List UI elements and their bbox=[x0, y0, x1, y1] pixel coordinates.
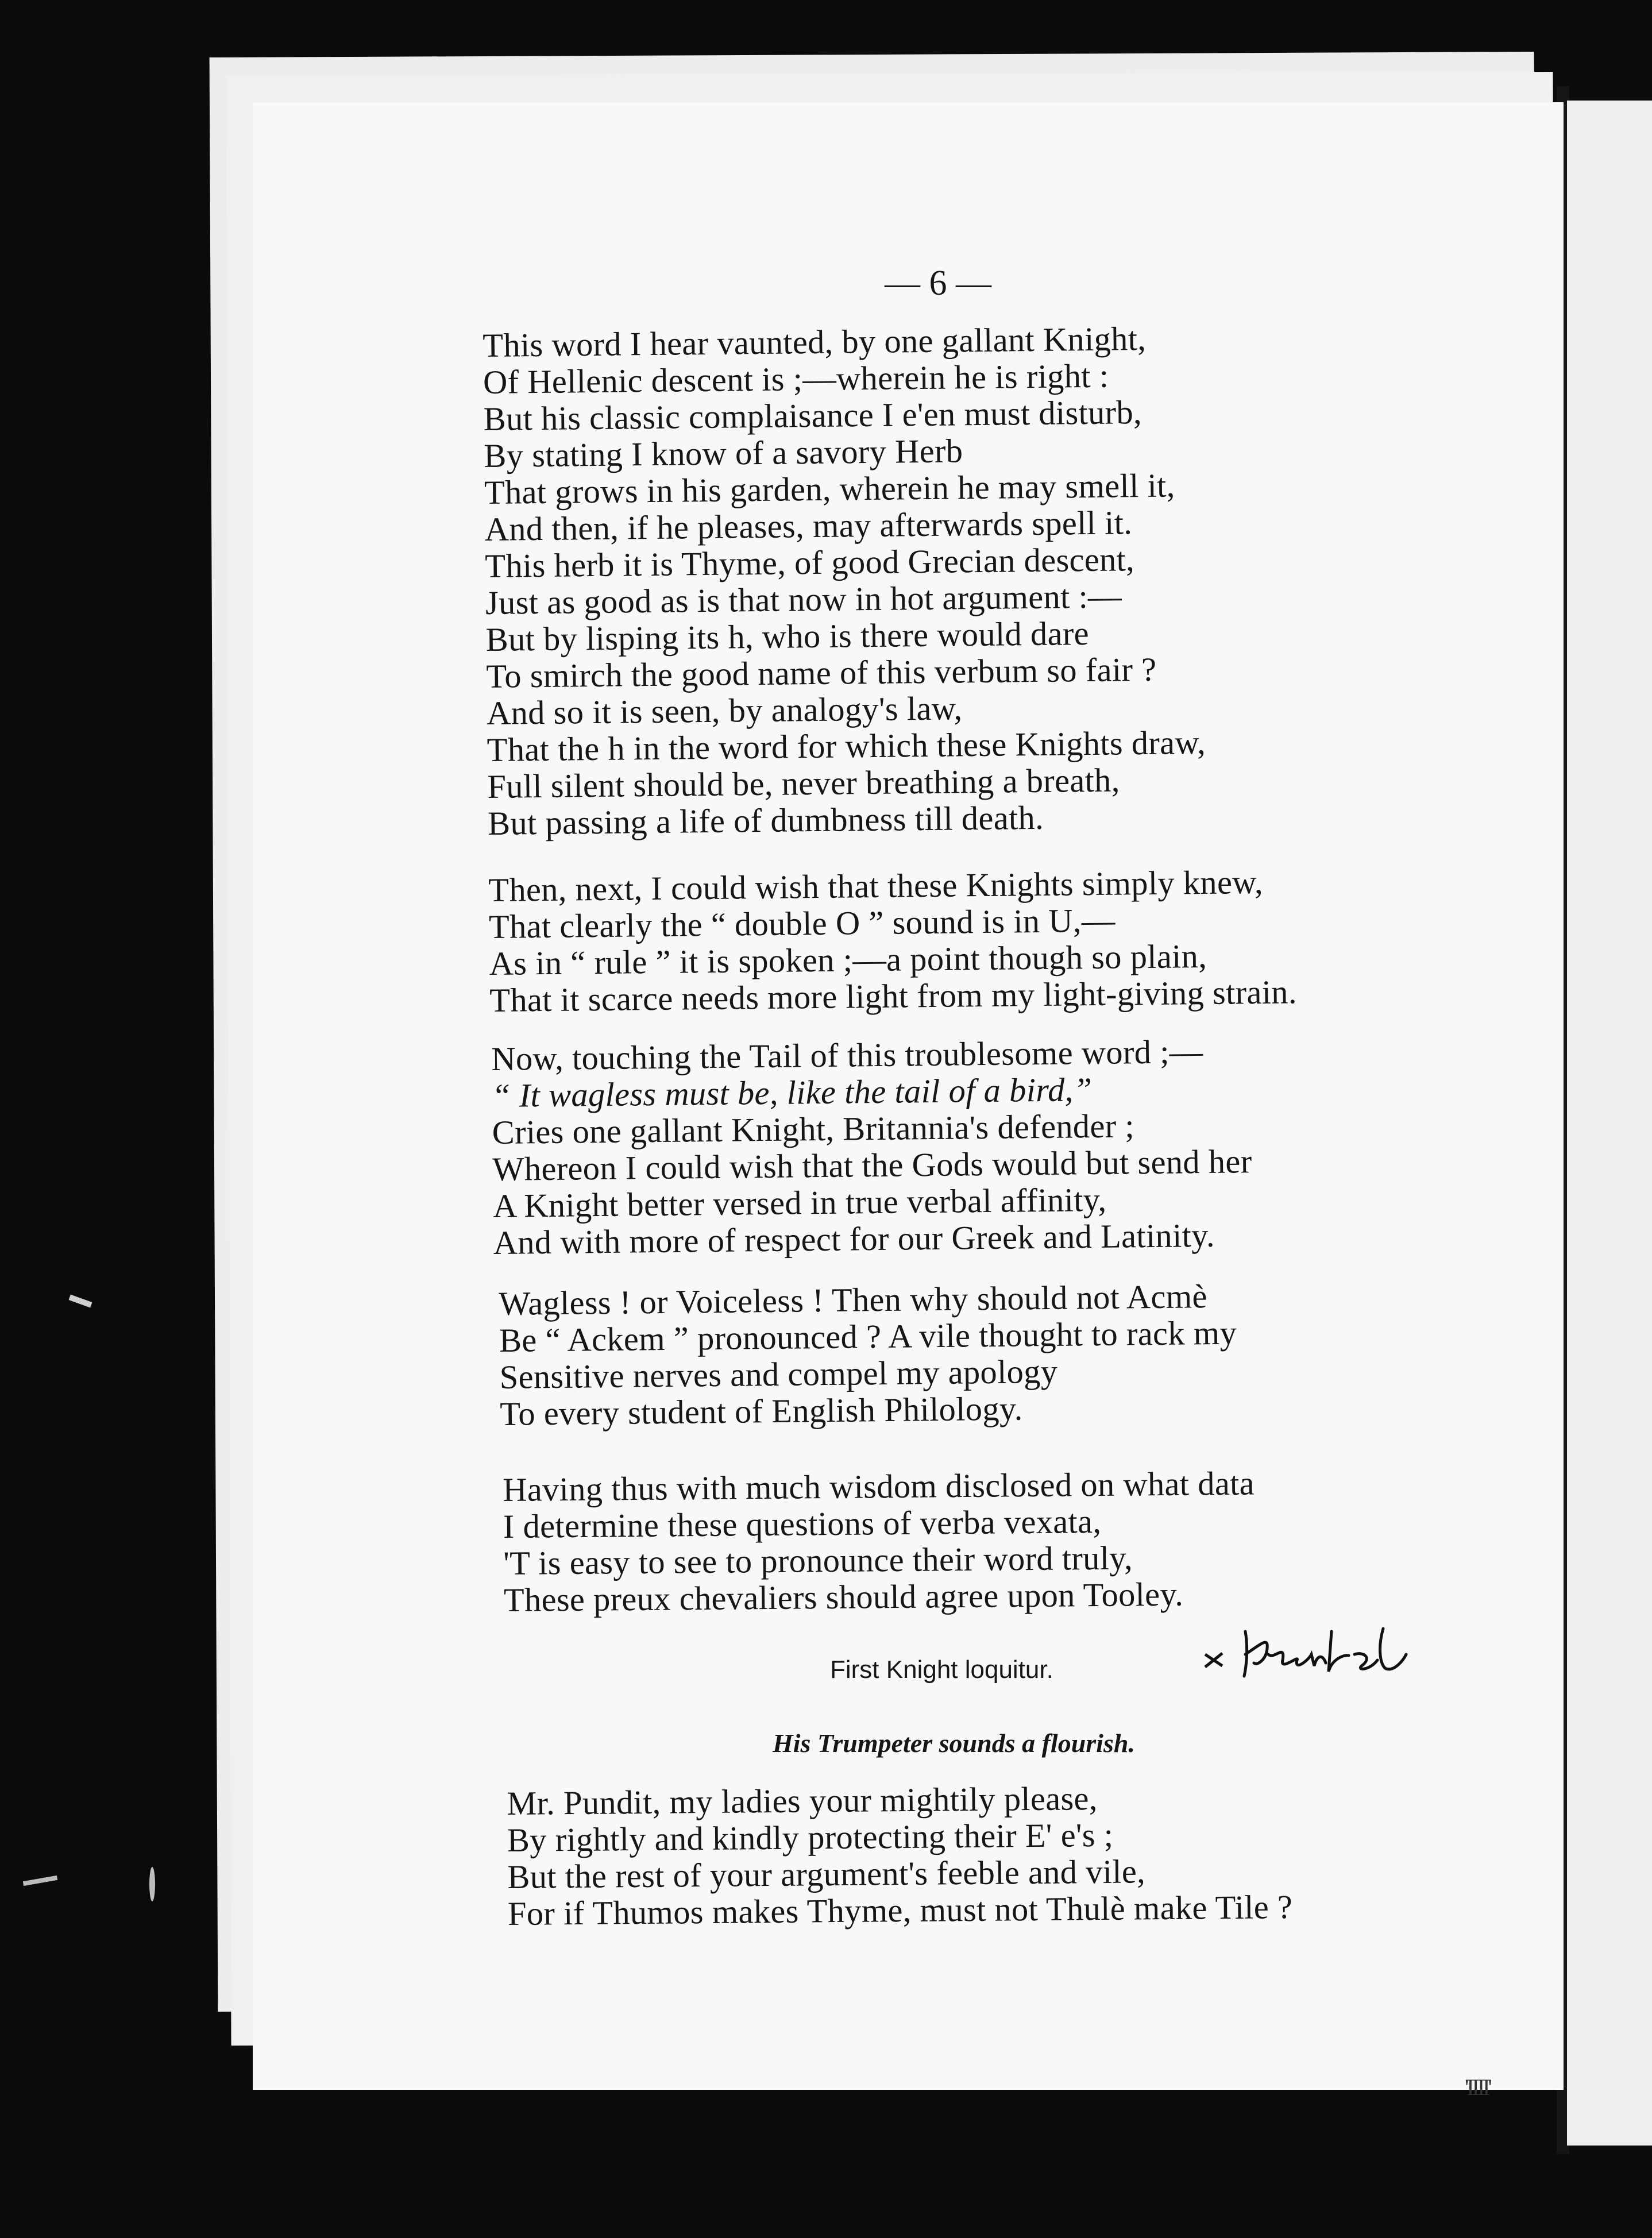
verse-line: Whereon I could wish that the Gods would but send her bbox=[492, 1143, 1252, 1188]
verse-line: 'T is easy to see to pronounce their word truly, bbox=[503, 1539, 1133, 1582]
verse-line: Sensitive nerves and compel my apology bbox=[499, 1352, 1058, 1396]
verse-line: Wagless ! or Voiceless ! Then why should not Acmè bbox=[498, 1278, 1208, 1322]
page-number: — 6 — bbox=[885, 264, 991, 303]
verse-line: Be “ Ackem ” pronounced ? A vile thought to rack my bbox=[499, 1314, 1237, 1359]
adjacent-page-edge bbox=[1567, 101, 1652, 2146]
verse-line: Having thus with much wisdom disclosed on what data bbox=[502, 1464, 1255, 1508]
margin-mark bbox=[23, 1876, 57, 1886]
verse-line: And so it is seen, by analogy's law, bbox=[486, 689, 963, 732]
verse-line: And with more of respect for our Greek and Latinity. bbox=[493, 1216, 1215, 1261]
verse-line: That it scarce needs more light from my light-giving strain. bbox=[489, 973, 1298, 1019]
verse-line: This herb it is Thyme, of good Grecian descent, bbox=[485, 541, 1135, 585]
verse-line: Now, touching the Tail of this troublesome word ;— bbox=[491, 1033, 1203, 1078]
verse-line: That grows in his garden, wherein he may smell it, bbox=[484, 466, 1175, 511]
verse-line: These preux chevaliers should agree upon Tooley. bbox=[503, 1575, 1184, 1619]
verse-line: To every student of English Philology. bbox=[500, 1390, 1023, 1433]
verse-line: But passing a life of dumbness till death. bbox=[487, 798, 1044, 842]
verse-line: I determine these questions of verba vexata, bbox=[503, 1502, 1102, 1545]
margin-mark bbox=[68, 1294, 92, 1307]
corner-mark: 'IIII' bbox=[1465, 2074, 1490, 2100]
verse-line: That the h in the word for which these Knights draw, bbox=[487, 723, 1206, 769]
verse-line: Full silent should be, never breathing a breath, bbox=[487, 761, 1120, 805]
stanza-3 bbox=[491, 1033, 1253, 1261]
stanza-6 bbox=[507, 1778, 1292, 1932]
verse-line: As in “ rule ” it is spoken ;—a point though so plain, bbox=[489, 937, 1207, 982]
verse-line: This word I hear vaunted, by one gallant Knight, bbox=[482, 319, 1147, 364]
verse-line: And then, if he pleases, may afterwards spell it. bbox=[484, 504, 1133, 548]
verse-line: Cries one gallant Knight, Britannia's defender ; bbox=[492, 1107, 1135, 1151]
verse-line: To smirch the good name of this verbum so fair ? bbox=[486, 650, 1157, 695]
verse-line: “ It wagless must be, like the tail of a bird,” bbox=[491, 1071, 1093, 1114]
verse-line: Just as good as is that now in hot argument :— bbox=[485, 577, 1122, 622]
verse-line: But the rest of your argument's feeble and vile, bbox=[507, 1853, 1146, 1896]
caption-speaker: First Knight loquitur. bbox=[830, 1656, 1053, 1684]
verse-line: Then, next, I could wish that these Knights simply knew, bbox=[488, 863, 1264, 909]
verse-line: That clearly the “ double O ” sound is in U,— bbox=[488, 901, 1116, 946]
verse-line: But by lisping its h, who is there would dare bbox=[485, 614, 1090, 658]
stanza-4 bbox=[499, 1278, 1238, 1433]
verse-line: By stating I know of a savory Herb bbox=[484, 432, 963, 474]
stanza-2 bbox=[488, 863, 1297, 1019]
verse-line: Mr. Pundit, my ladies your mightily please, bbox=[506, 1780, 1098, 1822]
verse-line: By rightly and kindly protecting their E' e's ; bbox=[507, 1816, 1114, 1859]
handwritten-signature bbox=[1199, 1620, 1429, 1683]
verse-line: A Knight better versed in true verbal affinity, bbox=[492, 1180, 1107, 1225]
stanza-1 bbox=[483, 320, 1207, 842]
margin-mark bbox=[149, 1867, 155, 1901]
stanza-5 bbox=[503, 1465, 1256, 1619]
caption-stage-direction: His Trumpeter sounds a flourish. bbox=[773, 1728, 1135, 1758]
verse-line: For if Thumos makes Thyme, must not Thulè make Tile ? bbox=[507, 1888, 1293, 1932]
verse-line: Of Hellenic descent is ;—wherein he is right : bbox=[483, 357, 1109, 401]
verse-line: But his classic complaisance I e'en must disturb, bbox=[483, 393, 1142, 438]
